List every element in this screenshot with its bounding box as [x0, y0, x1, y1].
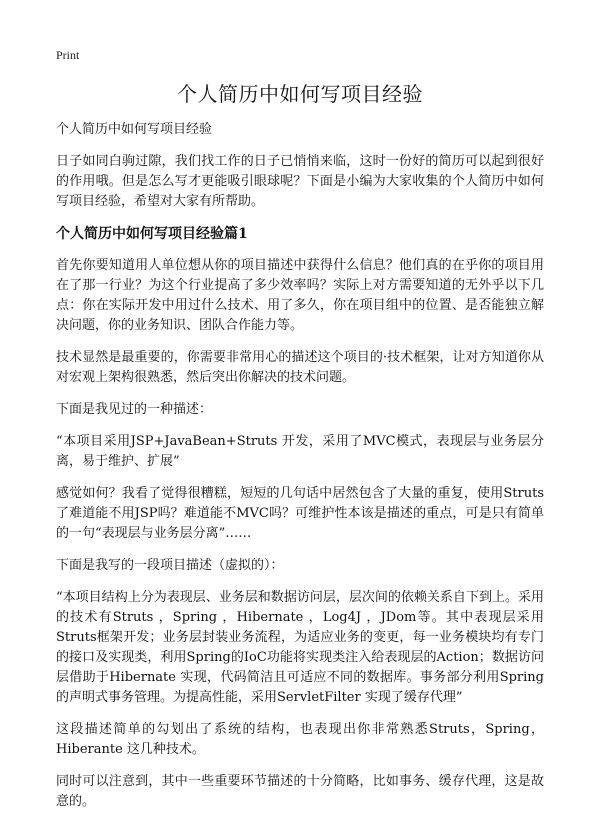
paragraph: 感觉如何？我看了觉得很糟糕，短短的几句话中居然包含了大量的重复，使用Struts了难道能不用JSP吗？难道能不MVC吗？可维护性本该是描述的重点，可是只有简单的一句“表现层与业务层分离”…… — [56, 486, 544, 541]
document-subtitle: 个人简历中如何写项目经验 — [56, 122, 213, 137]
intro-paragraph: 日子如同白驹过隙，我们找工作的日子已悄悄来临，这时一份好的简历可以起到很好的作用哦。但是怎么写才更能吸引眼球呢？下面是小编为大家收集的个人简历中如何写项目经验，希望对大家有所帮助。 — [56, 154, 544, 209]
paragraph: 下面是我写的一段项目描述（虚拟的）： — [56, 558, 284, 573]
section-heading: 个人简历中如何写项目经验篇1 — [56, 226, 248, 242]
quote-paragraph: “本项目采用JSP+JavaBean+Struts 开发，采用了MVC模式，表现层与业务层分离，易于维护、扩展” — [56, 434, 544, 469]
paragraph: 技术显然是最重要的，你需要非常用心的描述这个项目的·技术框架，让对方知道你从对宏观上架构很熟悉，然后突出你解决的技术问题。 — [56, 350, 544, 385]
paragraph: 首先你要知道用人单位想从你的项目描述中获得什么信息？他们真的在乎你的项目用在了那一行业？为这个行业提高了多少效率吗？实际上对方需要知道的无外乎以下几点：你在实际开发中用过什么技术、用了多久，你在项目组中的位置、是否能独立解决问题，你的业务知识、团队合作能力等。 — [56, 258, 544, 333]
paragraph: 下面是我见过的一种描述： — [56, 402, 213, 417]
print-label[interactable]: Print — [56, 48, 80, 62]
quote-paragraph: “本项目结构上分为表现层、业务层和数据访问层，层次间的依赖关系自下到上。采用的技术有Struts ，Spring ，Hibernate ，Log4J ，JDom等。其中表现层采用Struts框架开发；业务层封装业务流程，为适应业务的变更，每一业务模块均有专门的接口及实现类，利用Spring的IoC功能将实现类注入给表现层的Action；数据访问层借助于Hibernate 实现，代码简洁且可适应不同的数据库。事务部分利用Spring的声明式事务管理。为提高性能，采用ServletFilter 实现了缓存代理” — [56, 590, 544, 705]
paragraph: 这段描述简单的勾划出了系统的结构，也表现出你非常熟悉Struts，Spring，Hiberante 这几种技术。 — [56, 722, 544, 757]
paragraph: 同时可以注意到，其中一些重要环节描述的十分简略，比如事务、缓存代理，这是故意的。 — [56, 774, 544, 809]
document-title: 个人简历中如何写项目经验 — [177, 82, 423, 106]
